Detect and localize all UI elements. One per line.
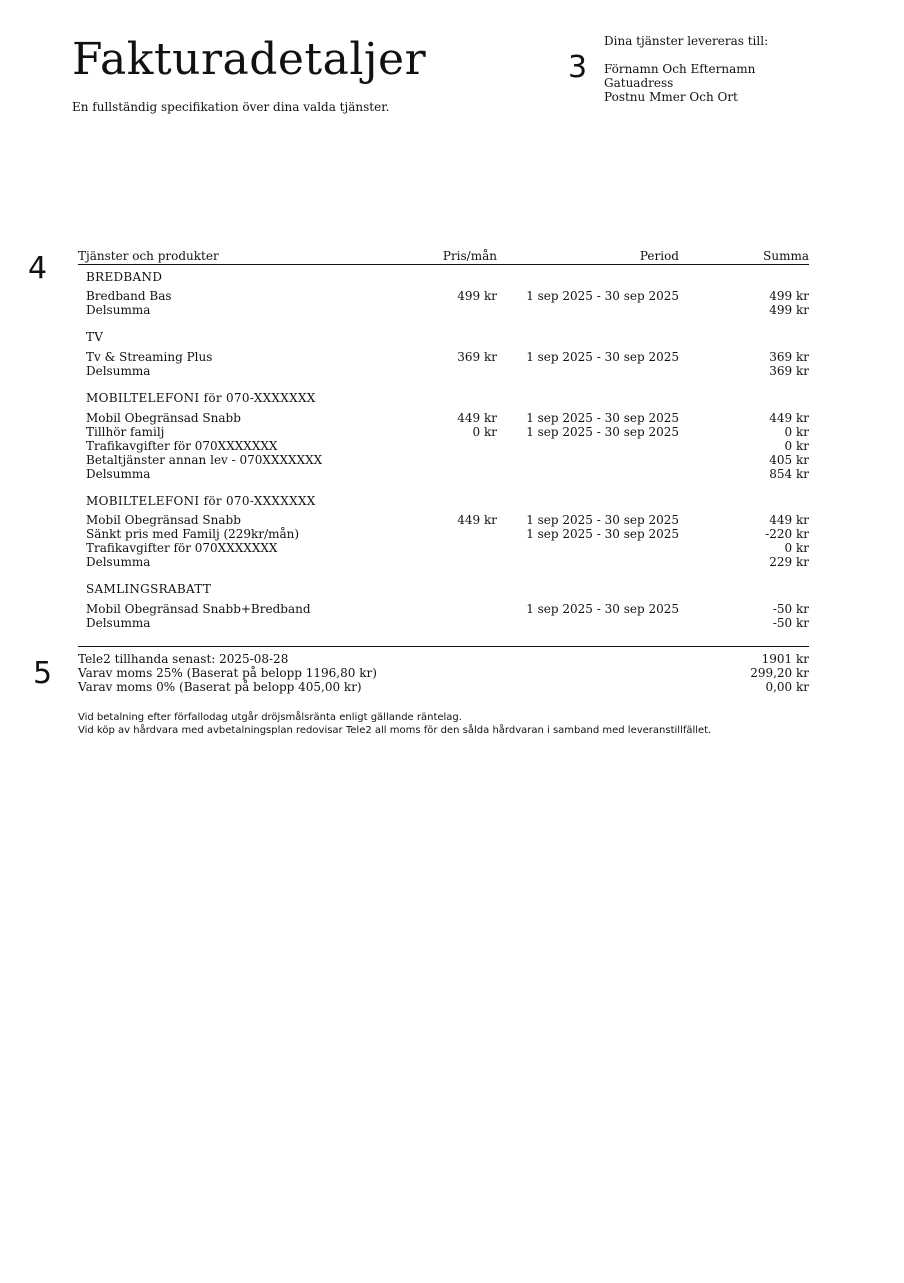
totals-divider [78, 646, 809, 647]
total-desc: Tele2 tillhanda senast: 2025-08-28 [78, 652, 289, 666]
row-sum: -220 kr [765, 527, 809, 541]
row-desc: Delsumma [86, 467, 151, 481]
row-price: 0 kr [472, 425, 497, 439]
total-row-vat-25 [78, 666, 809, 680]
row-sum: 0 kr [784, 439, 809, 453]
column-header-service: Tjänster och produkter [78, 249, 219, 263]
row-desc: Tillhör familj [86, 425, 165, 439]
table-row [86, 616, 809, 630]
row-sum: 0 kr [784, 541, 809, 555]
row-desc: Trafikavgifter för 070XXXXXXX [86, 541, 278, 555]
row-sum: 854 kr [769, 467, 809, 481]
row-price: 499 kr [457, 289, 497, 303]
table-row [86, 602, 809, 616]
column-header-period: Period [639, 249, 679, 263]
row-desc: Trafikavgifter för 070XXXXXXX [86, 439, 278, 453]
delivery-postal: Postnu Mmer Och Ort [604, 90, 738, 104]
delivery-heading: Dina tjänster levereras till: [604, 34, 769, 48]
marker-5: 5 [33, 656, 53, 691]
row-sum: 449 kr [769, 411, 809, 425]
column-header-sum: Summa [763, 249, 809, 263]
row-period: 1 sep 2025 - 30 sep 2025 [526, 527, 679, 541]
row-sum: 369 kr [769, 350, 809, 364]
row-desc: Delsumma [86, 303, 151, 317]
table-row [86, 289, 809, 303]
row-sum: -50 kr [772, 602, 809, 616]
total-row-due [78, 652, 809, 666]
table-row [86, 453, 809, 467]
row-period: 1 sep 2025 - 30 sep 2025 [526, 425, 679, 439]
row-desc: Mobil Obegränsad Snabb [86, 513, 241, 527]
row-sum: 499 kr [769, 289, 809, 303]
row-period: 1 sep 2025 - 30 sep 2025 [526, 289, 679, 303]
row-sum: -50 kr [772, 616, 809, 630]
row-sum: 0 kr [784, 425, 809, 439]
row-desc: Bredband Bas [86, 289, 172, 303]
delivery-name: Förnamn Och Efternamn [604, 62, 756, 76]
row-sum: 449 kr [769, 513, 809, 527]
table-row [86, 364, 809, 378]
section-title-tv: TV [86, 330, 104, 344]
row-price: 449 kr [457, 513, 497, 527]
row-period: 1 sep 2025 - 30 sep 2025 [526, 602, 679, 616]
table-row [86, 527, 809, 541]
row-price: 449 kr [457, 411, 497, 425]
row-desc: Betaltjänster annan lev - 070XXXXXXX [86, 453, 323, 467]
table-row [86, 555, 809, 569]
total-desc: Varav moms 25% (Baserat på belopp 1196,80 kr) [78, 666, 377, 680]
total-desc: Varav moms 0% (Baserat på belopp 405,00 kr) [78, 680, 362, 694]
total-sum: 0,00 kr [765, 680, 809, 694]
table-row [86, 467, 809, 481]
table-row [86, 350, 809, 364]
column-header-price: Pris/mån [442, 249, 497, 263]
row-desc: Delsumma [86, 616, 151, 630]
delivery-address [604, 34, 768, 104]
table-header [78, 249, 809, 265]
row-period: 1 sep 2025 - 30 sep 2025 [526, 350, 679, 364]
note-late-payment: Vid betalning efter förfallodag utgår dröjsmålsränta enligt gällande räntelag. [78, 712, 462, 723]
table-row [86, 411, 809, 425]
row-period: 1 sep 2025 - 30 sep 2025 [526, 513, 679, 527]
section-title-mobiltelefoni-2: MOBILTELEFONI för 070-XXXXXXX [86, 494, 316, 508]
delivery-street: Gatuadress [604, 76, 674, 90]
marker-3: 3 [568, 50, 588, 85]
row-desc: Delsumma [86, 555, 151, 569]
table-row [86, 439, 809, 453]
page-subtitle: En fullständig specifikation över dina valda tjänster. [72, 100, 390, 114]
section-title-samlingsrabatt: SAMLINGSRABATT [86, 582, 212, 596]
table-row [86, 303, 809, 317]
total-sum: 1901 kr [761, 652, 809, 666]
table-row [86, 541, 809, 555]
page-title: Fakturadetaljer [72, 34, 427, 85]
row-desc: Delsumma [86, 364, 151, 378]
table-row [86, 425, 809, 439]
row-desc: Mobil Obegränsad Snabb [86, 411, 241, 425]
row-desc: Sänkt pris med Familj (229kr/mån) [86, 527, 300, 541]
marker-4: 4 [28, 251, 48, 286]
table-row [86, 513, 809, 527]
row-price: 369 kr [457, 350, 497, 364]
total-sum: 299,20 kr [750, 666, 809, 680]
total-row-vat-0 [78, 680, 809, 694]
row-sum: 369 kr [769, 364, 809, 378]
row-sum: 499 kr [769, 303, 809, 317]
row-period: 1 sep 2025 - 30 sep 2025 [526, 411, 679, 425]
row-desc: Tv & Streaming Plus [86, 350, 213, 364]
section-title-mobiltelefoni-1: MOBILTELEFONI för 070-XXXXXXX [86, 391, 316, 405]
row-sum: 229 kr [769, 555, 809, 569]
row-desc: Mobil Obegränsad Snabb+Bredband [86, 602, 311, 616]
note-hardware-vat: Vid köp av hårdvara med avbetalningsplan redovisar Tele2 all moms för den sålda hårdvaran i samband med leveranstillfället. [78, 725, 712, 736]
row-sum: 405 kr [769, 453, 809, 467]
section-title-bredband: BREDBAND [86, 270, 163, 284]
